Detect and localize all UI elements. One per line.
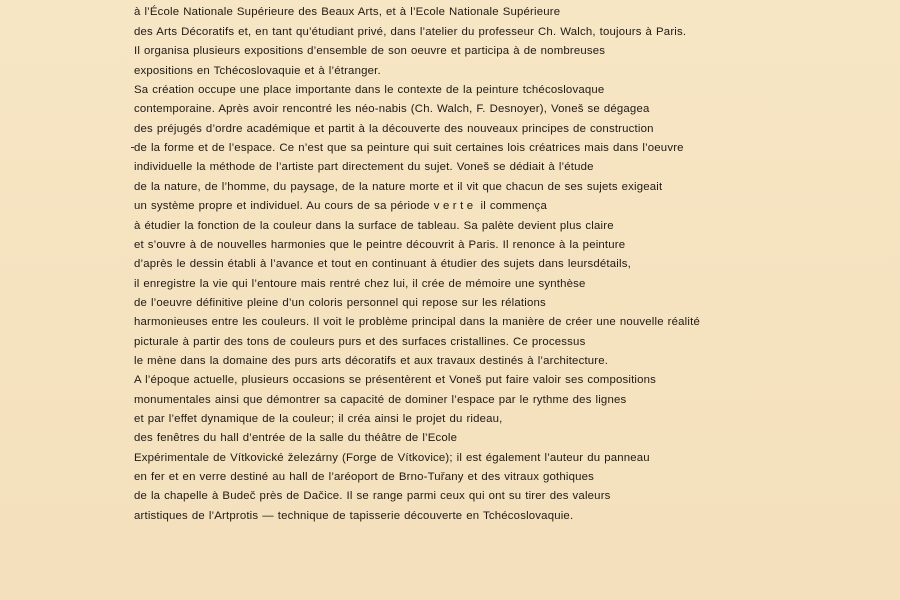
- text-line: à étudier la fonction de la couleur dans la surface de tableau. Sa palète devient plus claire: [134, 220, 614, 232]
- text-line: [134, 199, 547, 213]
- text-line: de la nature, de l’homme, du paysage, de la nature morte et il vit que chacun de ses sujets exigeait: [134, 181, 663, 193]
- text-line: A l’époque actuelle, plusieurs occasions se présentèrent et Voneš put faire valoir ses compositions: [134, 374, 657, 386]
- text-line: expositions en Tchécoslovaquie et à l’étranger.: [134, 65, 381, 77]
- text-line: le mène dans la domaine des purs arts décoratifs et aux travaux destinés à l’architecture.: [134, 355, 609, 367]
- text-line: de la forme et de l’espace. Ce n’est que sa peinture qui suit certaines lois créatrices mais dans l’oeuvre: [134, 142, 684, 154]
- text-line: il enregistre la vie qui l’entoure mais rentré chez lui, il crée de mémoire une synthèse: [134, 278, 586, 290]
- text-line: artistiques de l’Artprotis — technique de tapisserie découverte en Tchécoslovaquie.: [134, 510, 574, 522]
- text-line: contemporaine. Après avoir rencontré les néo-nabis (Ch. Walch, F. Desnoyer), Voneš se dégagea: [134, 103, 650, 115]
- emphasis-word: verte: [433, 200, 477, 212]
- text-line: à l’École Nationale Supérieure des Beaux Arts, et à l’Ecole Nationale Supérieure: [134, 6, 561, 18]
- text-line: picturale à partir des tons de couleurs purs et des surfaces cristallines. Ce processus: [134, 336, 586, 348]
- text-segment: il commença: [480, 200, 548, 212]
- text-line: des Arts Décoratifs et, en tant qu’étudiant privé, dans l’atelier du professeur Ch. Walch, toujours à Paris.: [134, 26, 687, 38]
- text-line: Sa création occupe une place importante dans le contexte de la peinture tchécoslovaque: [134, 84, 605, 96]
- text-line: harmonieuses entre les couleurs. Il voit le problème principal dans la manière de créer une nouvelle réalité: [134, 316, 700, 328]
- text-line: d’après le dessin établi à l’avance et tout en continuant à étudier des sujets dans leursdétails,: [134, 258, 631, 270]
- text-line: et par l’effet dynamique de la couleur; il créa ainsi le projet du rideau,: [134, 413, 503, 425]
- text-line: des préjugés d’ordre académique et partit à la découverte des nouveaux principes de construction: [134, 123, 654, 135]
- text-line: individuelle la méthode de l’artiste part directement du sujet. Voneš se dédiait à l’étude: [134, 161, 594, 173]
- text-line: et s’ouvre à de nouvelles harmonies que le peintre découvrit à Paris. Il renonce à la peinture: [134, 239, 626, 251]
- text-segment: un système propre et individuel. Au cours de sa période: [134, 200, 430, 212]
- text-line: Il organisa plusieurs expositions d’ensemble de son oeuvre et participa à de nombreuses: [134, 45, 606, 57]
- text-line: en fer et en verre destiné au hall de l’aréoport de Brno-Tuřany et des vitraux gothiques: [134, 471, 595, 483]
- text-line: monumentales ainsi que démontrer sa capacité de dominer l’espace par le rythme des lignes: [134, 394, 627, 406]
- text-line: des fenêtres du hall d’entrée de la salle du théâtre de l’Ecole: [134, 432, 458, 444]
- text-line: Expérimentale de Vítkovické železárny (Forge de Vítkovice); il est également l’auteur du panneau: [134, 452, 650, 464]
- text-line: de la chapelle à Budeč près de Dačice. Il se range parmi ceux qui ont su tirer des valeurs: [134, 490, 611, 502]
- text-line: de l’oeuvre définitive pleine d’un coloris personnel qui repose sur les rélations: [134, 297, 546, 309]
